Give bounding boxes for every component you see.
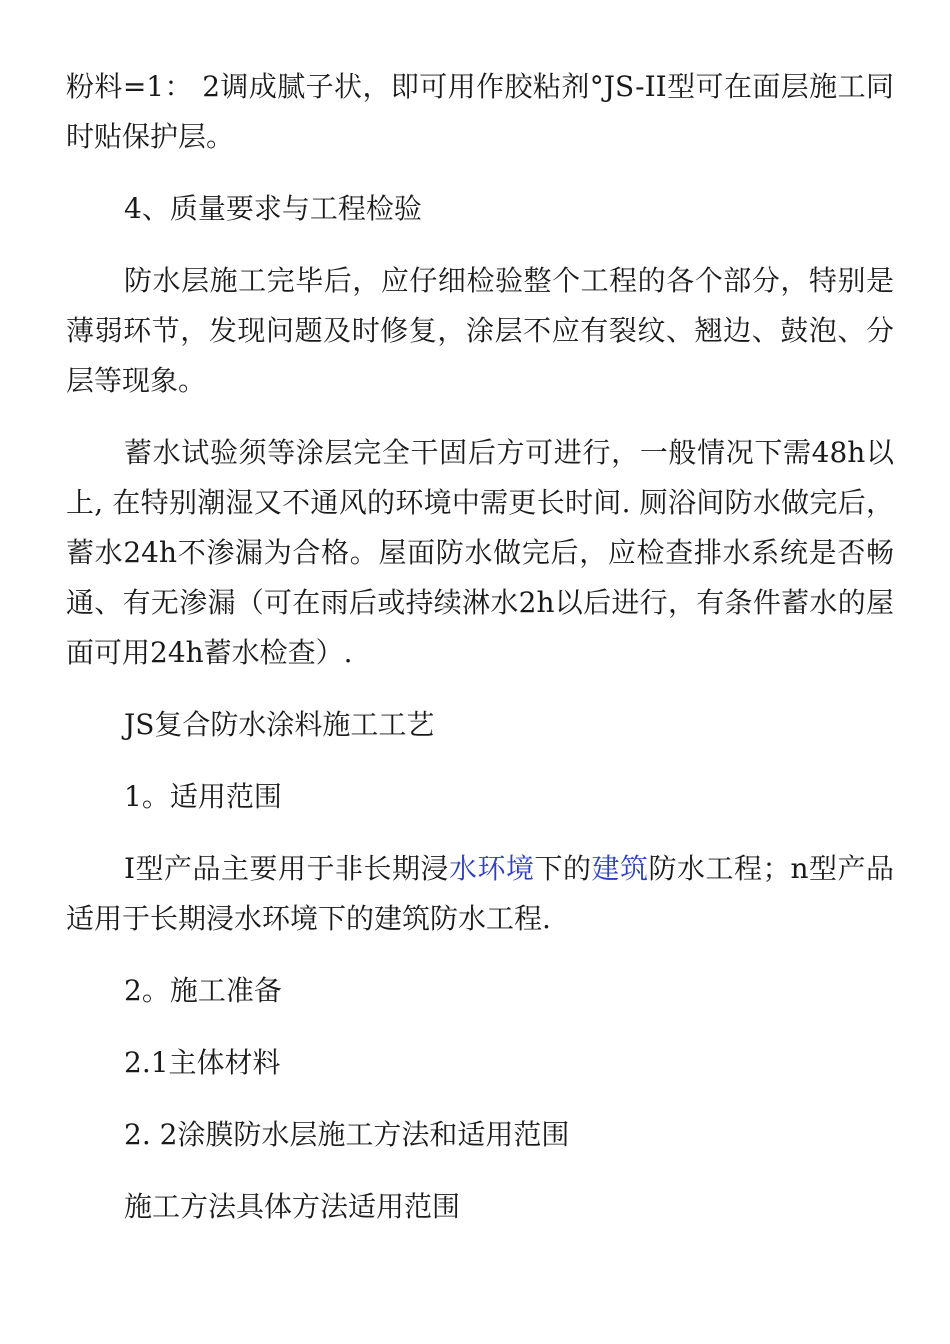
section-title-js-process: JS复合防水涂料施工工艺 bbox=[124, 708, 435, 741]
scope-text-3: 防水工程；n型产品适用于长期浸水环境下的建筑防水工程. bbox=[66, 852, 894, 935]
link-building[interactable]: 建筑 bbox=[591, 852, 649, 885]
subheading-main-materials: 2.1主体材料 bbox=[124, 1046, 281, 1079]
section-heading-scope: 1。适用范围 bbox=[124, 780, 282, 813]
subheading-coating-methods: 2. 2涂膜防水层施工方法和适用范围 bbox=[124, 1118, 570, 1151]
section-heading-preparation: 2。施工准备 bbox=[124, 974, 282, 1007]
scope-text-2: 下的 bbox=[534, 852, 592, 885]
paragraph-inspection: 防水层施工完毕后，应仔细检验整个工程的各个部分，特别是薄弱环节，发现问题及时修复，涂层不应有裂纹、翘边、鼓泡、分层等现象。 bbox=[66, 264, 894, 397]
section-heading-quality: 4、质量要求与工程检验 bbox=[124, 192, 422, 225]
paragraph-continuation: 粉料=1： 2调成腻子状，即可用作胶粘剂°JS-II型可在面层施工同时贴保护层。 bbox=[66, 70, 894, 153]
link-water-environment[interactable]: 水环境 bbox=[449, 852, 535, 885]
document-page bbox=[66, 62, 894, 1254]
scope-text-1: I型产品主要用于非长期浸 bbox=[124, 852, 449, 885]
paragraph-scope bbox=[66, 844, 894, 944]
table-header-methods: 施工方法具体方法适用范围 bbox=[124, 1190, 461, 1223]
paragraph-water-test: 蓄水试验须等涂层完全干固后方可进行，一般情况下需48h以上, 在特别潮湿又不通风的环境中需更长时间. 厕浴间防水做完后，蓄水24h不渗漏为合格。屋面防水做完后，应检查排水系统是否畅通、有无渗漏（可在雨后或持续淋水2h以后进行，有条件蓄水的屋面可用24h蓄水检查）. bbox=[66, 436, 894, 669]
